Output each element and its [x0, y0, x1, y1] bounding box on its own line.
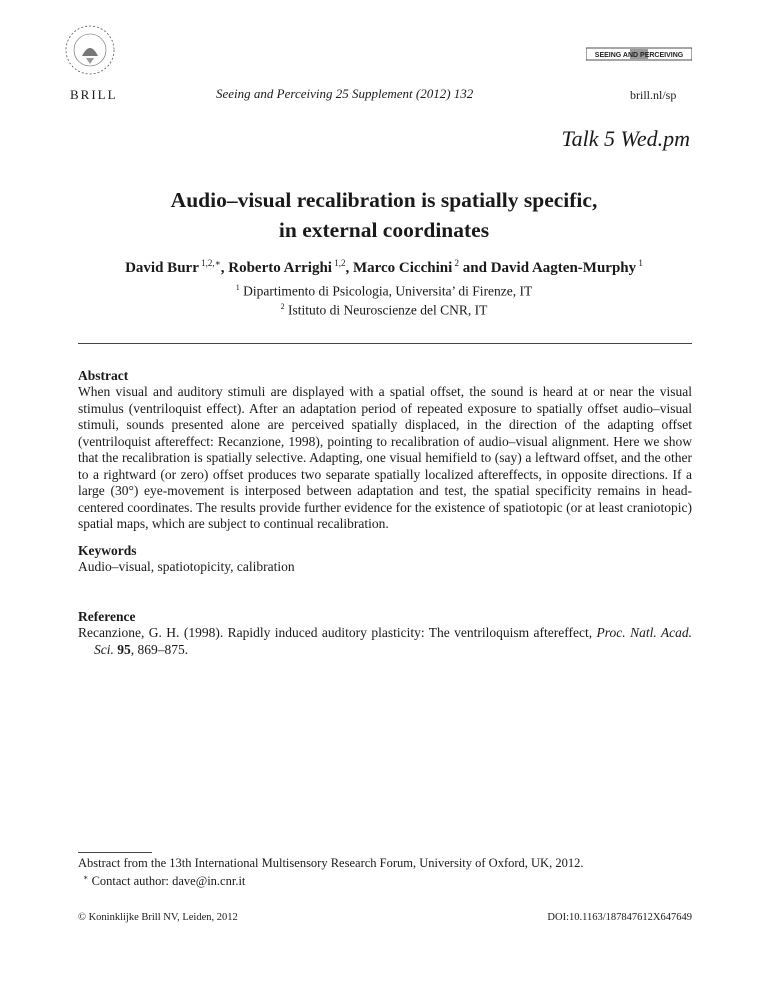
- svg-text:SEEING AND PERCEIVING: SEEING AND PERCEIVING: [594, 52, 684, 59]
- title-line-2: in external coordinates: [278, 218, 490, 242]
- affiliation-number: 1: [235, 283, 240, 292]
- affiliation-text: Dipartimento di Psicologia, Universita’ di Firenze, IT: [243, 283, 533, 299]
- author-affil-mark: 1: [636, 258, 643, 268]
- keywords-heading: Keywords: [78, 543, 137, 558]
- reference-entry: [78, 625, 692, 658]
- header-divider: [78, 343, 692, 344]
- reference-heading: Reference: [78, 609, 136, 624]
- reference-volume: 95: [117, 641, 131, 657]
- footnote-divider: [78, 852, 152, 853]
- journal-logo: [586, 46, 692, 62]
- copyright-notice: © Koninklijke Brill NV, Leiden, 2012: [78, 912, 238, 923]
- footnote-contact: [83, 873, 245, 889]
- footnote-mark: ∗: [83, 873, 89, 882]
- author-separator: ,: [345, 260, 353, 276]
- reference-pages: , 869–875.: [130, 641, 189, 657]
- session-label: Talk 5 Wed.pm: [561, 126, 690, 151]
- footnote-forum: Abstract from the 13th International Multisensory Research Forum, University of Oxford, UK, 2012.: [78, 856, 584, 870]
- affiliation-1: [0, 283, 768, 300]
- author-list: [0, 258, 768, 277]
- author-separator: ,: [220, 260, 229, 276]
- article-title: [0, 185, 768, 245]
- reference-journal: Proc. Natl. Acad. Sci.: [94, 625, 692, 657]
- reference-authors: Recanzione, G. H. (1998). Rapidly induced auditory plasticity: The ventriloquism aftereffect,: [78, 625, 597, 640]
- affiliation-number: 2: [280, 302, 285, 311]
- author-name: David Burr: [125, 260, 199, 276]
- doi-label[interactable]: DOI:10.1163/187847612X647649: [547, 912, 692, 923]
- author-affil-mark: 1,2,∗: [198, 258, 221, 268]
- author-name: Roberto Arrighi: [228, 260, 332, 276]
- author-name: David Aagten-Murphy: [490, 260, 637, 276]
- contact-text: Contact author: dave@in.cnr.it: [88, 874, 246, 889]
- abstract-text: When visual and auditory stimuli are displayed with a spatial offset, the sound is heard at or near the visual stimulus (ventriloquist effect). After an adaptation period of repeated exposure to spatially offset audio–visual stimuli, sounds presented alone are perceived spatially displaced, in the direction of the adapting offset (ventriloquist aftereffect: Recanzione, 1998), pointing to recalibration of audio–visual alignment. Here we show that the recalibration is spatially selective. Adapting, one visual hemifield to (say) a leftward offset, and the other to a rightward (or zero) offset produces two separate spatially localized aftereffects, in opposite directions. If a large (30°) eye-movement is interposed between adaptation and test, the spatial specificity remains in head-centered coordinates. The results provide further evidence for the existence of spatiotopic (or at least craniotopic) spatial maps, which are subject to continual recalibration.: [78, 384, 692, 531]
- journal-citation: Seeing and Perceiving 25 Supplement (2012) 132: [216, 86, 474, 101]
- title-line-1: Audio–visual recalibration is spatially specific,: [170, 188, 598, 212]
- publisher-name: BRILL: [70, 87, 118, 102]
- author-affil-mark: 2: [452, 258, 460, 268]
- author-name: Marco Cicchini: [352, 260, 453, 276]
- affiliation-2: [0, 302, 768, 319]
- abstract-heading: Abstract: [78, 368, 129, 383]
- author-affil-mark: 1,2: [331, 258, 346, 268]
- affiliation-text: Istituto di Neuroscienze del CNR, IT: [287, 302, 488, 318]
- journal-url[interactable]: brill.nl/sp: [630, 88, 677, 102]
- author-separator: and: [459, 260, 491, 276]
- brill-seal-logo: [60, 20, 120, 80]
- keywords-text: Audio–visual, spatiotopicity, calibration: [78, 559, 295, 574]
